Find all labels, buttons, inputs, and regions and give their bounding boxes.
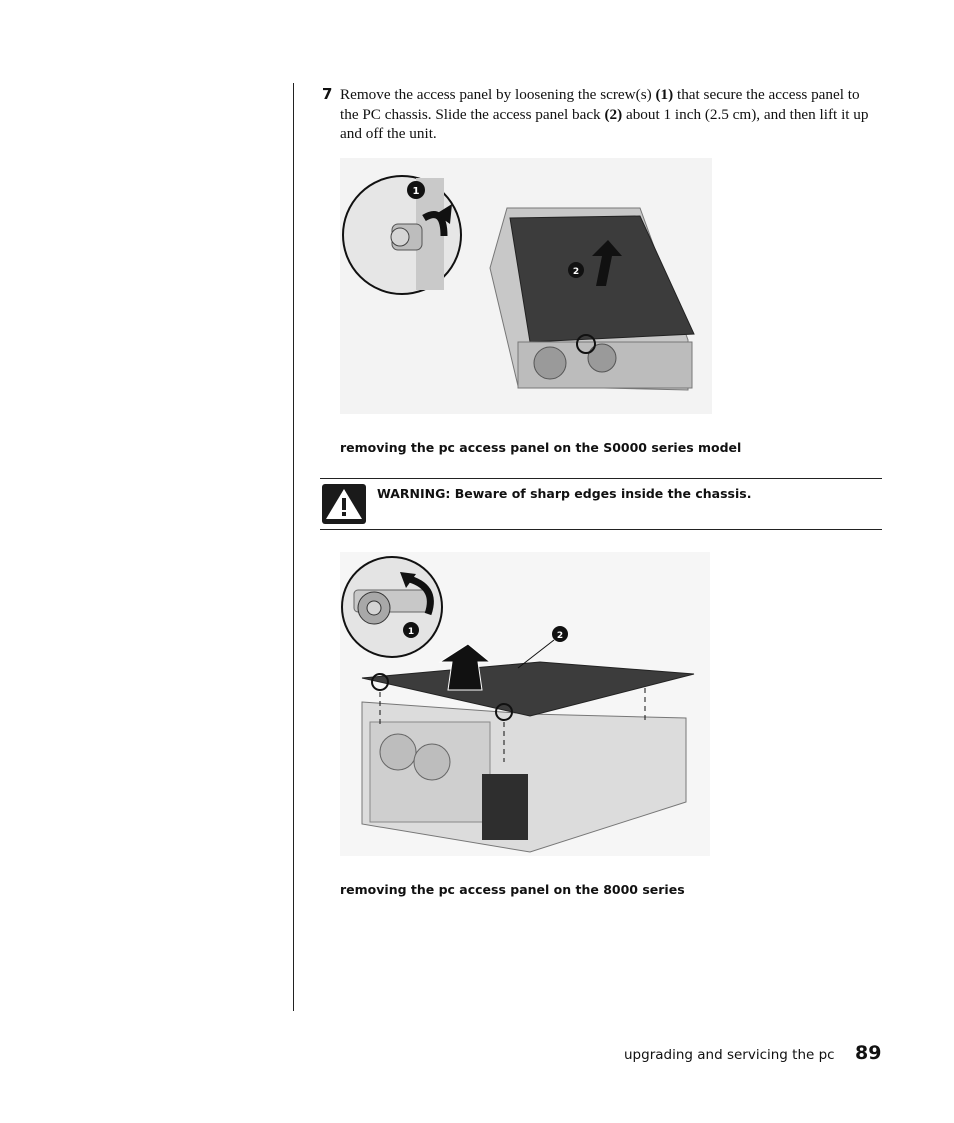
- footer-section-title: upgrading and servicing the pc: [624, 1047, 835, 1063]
- step-text-part: Remove the access panel by loosening the screw(s): [340, 86, 656, 103]
- warning-triangle-icon: [322, 484, 366, 524]
- step-text: [340, 85, 880, 144]
- margin-rule: [293, 83, 294, 1011]
- svg-text:2: 2: [572, 267, 580, 277]
- svg-text:2: 2: [556, 631, 564, 641]
- figure-2-caption: removing the pc access panel on the 8000 series: [340, 882, 685, 897]
- figure-8000-access-panel: [340, 552, 710, 856]
- callout-ref-2: (2): [604, 105, 623, 123]
- callout-1-badge: [403, 622, 419, 638]
- svg-text:1: 1: [412, 186, 420, 197]
- callout-2-badge: [552, 626, 568, 642]
- figure-s0000-access-panel: [340, 158, 712, 414]
- page-number: 89: [855, 1042, 882, 1064]
- callout-2-badge: [568, 262, 584, 278]
- step-text-part: that secure the access panel to the PC chassis. Slide the access panel back: [340, 86, 860, 123]
- callout-1-badge: [407, 181, 425, 199]
- step-number: 7: [322, 85, 333, 103]
- warning-text: WARNING: Beware of sharp edges inside the chassis.: [377, 486, 752, 501]
- warning-box: [320, 478, 882, 530]
- step-text-part: about 1 inch (2.5 cm), and then lift it up and off the unit.: [340, 105, 869, 142]
- figure-1-caption: removing the pc access panel on the S0000 series model: [340, 440, 742, 455]
- svg-text:1: 1: [407, 627, 415, 637]
- callout-ref-1: (1): [655, 86, 674, 103]
